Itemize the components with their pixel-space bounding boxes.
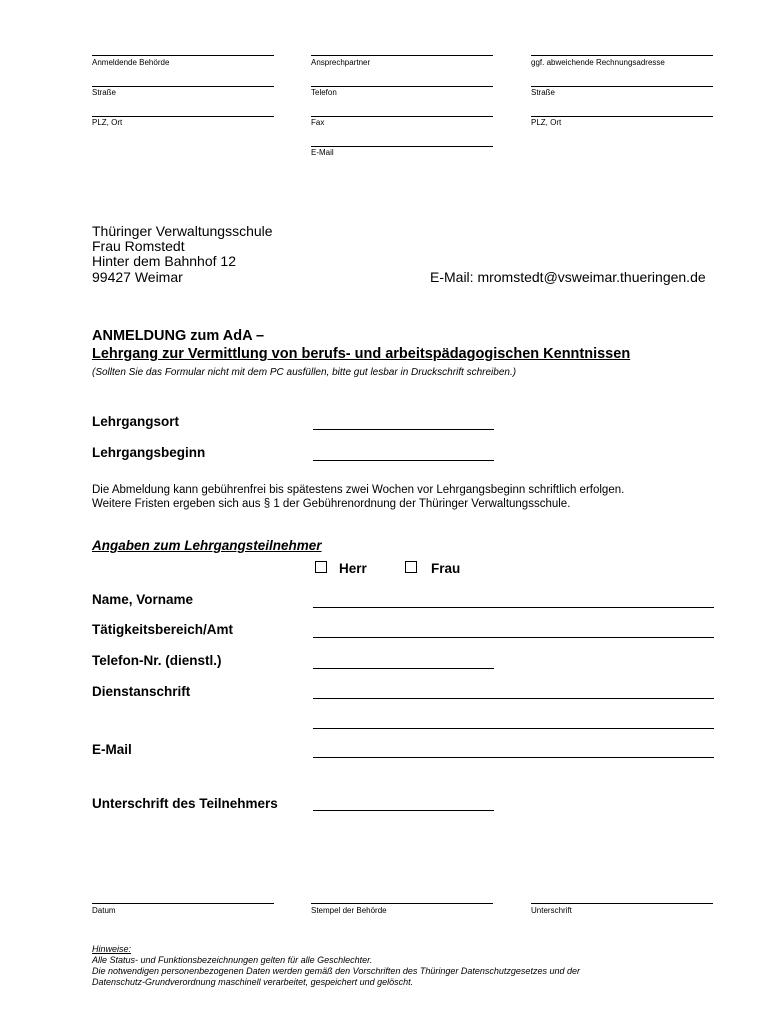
plz-ort-field-2[interactable] bbox=[531, 116, 713, 117]
unterschrift-teilnehmer-field[interactable] bbox=[313, 810, 494, 811]
recipient-line-4: 99427 Weimar bbox=[92, 269, 183, 285]
datum-label: Datum bbox=[92, 906, 116, 915]
notes-line-2: Die notwendigen personenbezogenen Daten werden gemäß den Vorschriften des Thüringer Datenschutzgesetzes und der bbox=[92, 966, 580, 976]
notes-line-3: Datenschutz-Grundverordnung maschinell verarbeitet, gespeichert und gelöscht. bbox=[92, 977, 414, 987]
unterschrift-teilnehmer-label: Unterschrift des Teilnehmers bbox=[92, 796, 278, 811]
header-email-field[interactable] bbox=[311, 146, 493, 147]
dienstanschrift-field-1[interactable] bbox=[313, 698, 714, 699]
herr-label: Herr bbox=[339, 561, 367, 576]
recipient-line-1: Thüringer Verwaltungsschule bbox=[92, 223, 273, 239]
email-field[interactable] bbox=[313, 757, 714, 758]
notes-line-1: Alle Status- und Funktionsbezeichnungen gelten für alle Geschlechter. bbox=[92, 955, 373, 965]
participant-heading: Angaben zum Lehrgangsteilnehmer bbox=[92, 538, 322, 553]
plz-ort-label-1: PLZ, Ort bbox=[92, 118, 123, 127]
strasse-label-1: Straße bbox=[92, 88, 117, 97]
form-hint: (Sollten Sie das Formular nicht mit dem PC ausfüllen, bitte gut lesbar in Druckschrift schreiben.) bbox=[92, 367, 517, 378]
datum-field[interactable] bbox=[92, 903, 274, 904]
frau-checkbox[interactable] bbox=[405, 561, 417, 573]
email-label: E-Mail bbox=[92, 742, 132, 757]
notes-heading: Hinweise: bbox=[92, 944, 132, 954]
unterschrift-label: Unterschrift bbox=[531, 906, 572, 915]
herr-checkbox[interactable] bbox=[315, 561, 327, 573]
plz-ort-label-2: PLZ, Ort bbox=[531, 118, 562, 127]
fax-field[interactable] bbox=[311, 116, 493, 117]
strasse-field-1[interactable] bbox=[92, 86, 274, 87]
telefon-nr-field[interactable] bbox=[313, 668, 494, 669]
plz-ort-field-1[interactable] bbox=[92, 116, 274, 117]
behoerde-field[interactable] bbox=[92, 55, 274, 56]
fax-label: Fax bbox=[311, 118, 325, 127]
taetigkeit-field[interactable] bbox=[313, 637, 714, 638]
recipient-line-3: Hinter dem Bahnhof 12 bbox=[92, 253, 236, 269]
name-field[interactable] bbox=[313, 607, 714, 608]
lehrgangsort-label: Lehrgangsort bbox=[92, 414, 180, 429]
strasse-label-2: Straße bbox=[531, 88, 556, 97]
cancellation-text-2: Weitere Fristen ergeben sich aus § 1 der Gebührenordnung der Thüringer Verwaltungsschule. bbox=[92, 498, 571, 510]
recipient-line-2: Frau Romstedt bbox=[92, 238, 185, 254]
frau-label: Frau bbox=[431, 561, 461, 576]
lehrgangsbeginn-label: Lehrgangsbeginn bbox=[92, 445, 206, 460]
form-subtitle: Lehrgang zur Vermittlung von berufs- und arbeitspädagogischen Kenntnissen bbox=[92, 346, 631, 362]
lehrgangsort-field[interactable] bbox=[313, 429, 494, 430]
stempel-label: Stempel der Behörde bbox=[311, 906, 387, 915]
ansprechpartner-field[interactable] bbox=[311, 55, 493, 56]
behoerde-label: Anmeldende Behörde bbox=[92, 58, 170, 67]
cancellation-text-1: Die Abmeldung kann gebührenfrei bis spätestens zwei Wochen vor Lehrgangsbeginn schriftlich erfolgen. bbox=[92, 484, 625, 496]
stempel-field[interactable] bbox=[311, 903, 493, 904]
strasse-field-2[interactable] bbox=[531, 86, 713, 87]
lehrgangsbeginn-field[interactable] bbox=[313, 460, 494, 461]
dienstanschrift-field-2[interactable] bbox=[313, 728, 714, 729]
header-email-label: E-Mail bbox=[311, 148, 334, 157]
telefon-field[interactable] bbox=[311, 86, 493, 87]
rechnungsadresse-field[interactable] bbox=[531, 55, 713, 56]
dienstanschrift-label: Dienstanschrift bbox=[92, 684, 191, 699]
form-title: ANMELDUNG zum AdA – bbox=[92, 328, 265, 344]
telefon-label: Telefon bbox=[311, 88, 337, 97]
rechnungsadresse-label: ggf. abweichende Rechnungsadresse bbox=[531, 58, 665, 67]
ansprechpartner-label: Ansprechpartner bbox=[311, 58, 371, 67]
recipient-email: E-Mail: mromstedt@vsweimar.thueringen.de bbox=[430, 269, 706, 285]
name-label: Name, Vorname bbox=[92, 592, 194, 607]
telefon-nr-label: Telefon-Nr. (dienstl.) bbox=[92, 653, 222, 668]
unterschrift-field[interactable] bbox=[531, 903, 713, 904]
taetigkeit-label: Tätigkeitsbereich/Amt bbox=[92, 622, 234, 637]
